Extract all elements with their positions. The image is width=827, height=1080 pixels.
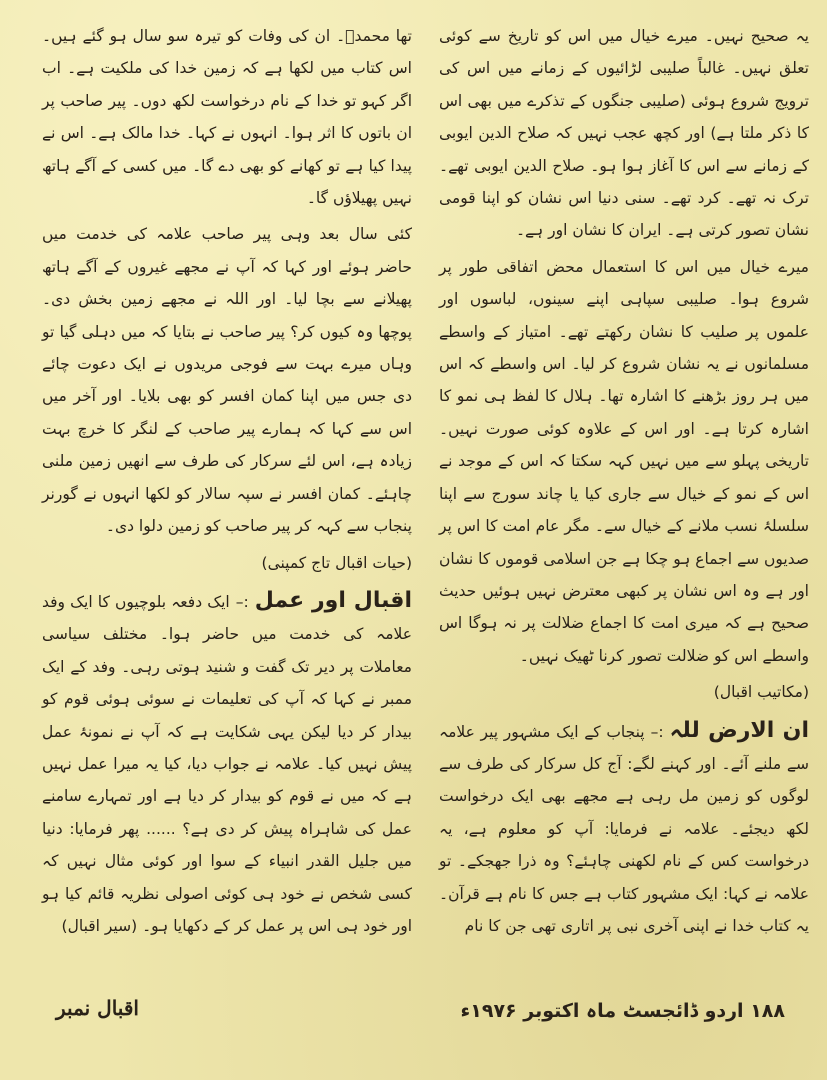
right-paragraph-2: میرے خیال میں اس کا استعمال محض اتفاقی طور پر شروع ہوا۔ صلیبی سپاہی اپنے سینوں، لباسوں اور علموں پر صلیب کا نشان رکھتے تھے۔ امتیاز کے واسطے مسلمانوں نے یہ نشان شروع کر لیا۔ اس واسطے کہ اس میں ہر روز بڑھنے کا اشارہ تھا۔ ہلال کا لفظ ہی نمو کا اشارہ کرتا ہے۔ اور اس کے علاوہ کوئی صورت نہیں۔ تاریخی پہلو سے میں نہیں کہہ سکتا کہ اس کے موجد نے اس کے نمو کے خیال سے جاری کیا یا چاند سورج سے اپنا سلسلۂ نسب ملانے کے خیال سے۔ مگر عام امت کا اس پر صدیوں سے اجماع ہو چکا ہے جن اسلامی قوموں کا نشان اور ہے وہ اس نشان پر کبھی معترض نہیں ہوئیں حدیث صحیح ہے کہ میری امت کا اجماع ضلالت پر نہ ہوگا اس واسطے اس کو ضلالت تصور کرنا ٹھیک نہیں۔ <box>439 257 809 665</box>
right-paragraph-3: پنجاب کے ایک مشہور پیر علامہ سے ملنے آئے۔ اور کہنے لگے: آج کل سرکار کی طرف سے لوگوں کو زمین مل رہی ہے مجھے بھی ایک درخواست لکھ دیجئے۔ علامہ نے فرمایا: آپ کو معلوم ہے، یہ درخواست کس کے نام لکھنی چاہئے؟ وہ ذرا جھجکے۔ تو علامہ نے کہا: ایک مشہور کتاب ہے جس کا نام ہے قرآن۔ یہ کتاب خدا نے اپنی آخری نبی پر اتاری تھی جن کا نام <box>439 722 809 935</box>
left-paragraph-3: ایک دفعہ بلوچیوں کا ایک وفد علامہ کی خدمت میں حاضر ہوا۔ مختلف سیاسی معاملات پر دیر تک گفت و شنید ہوتی رہی۔ وفد کے ایک ممبر نے کہا کہ آپ کی تعلیمات نے سوئی ہوئی قوم کو بیدار کر دیا لیکن یہی شکایت ہے کہ آپ نے نمونۂ عمل پیش نہیں کیا۔ علامہ نے جواب دیا، کیا یہ میرا عمل نہیں ہے کہ میں نے قوم کو بیدار کر دیا ہے اور تمہارے سامنے عمل کی شاہراہ پیش کر دی ہے؟ ...... پھر فرمایا: دنیا میں جلیل القدر انبیاء کے سوا اور کوئی مثال نہیں کہ کسی شخص نے خود ہی کوئی اصولی نظریہ قائم کیا ہو اور خود ہی اس پر عمل کر کے دکھایا ہو۔ <box>42 592 412 935</box>
left-paragraph-2: کئی سال بعد وہی پیر صاحب علامہ کی خدمت میں حاضر ہوئے اور کہا کہ آپ نے مجھے غیروں کے آگے ہاتھ پھیلانے سے بچا لیا۔ اور اللہ نے مجھے زمین بخش دی۔ پوچھا وہ کیوں کر؟ پیر صاحب نے بتایا کہ میں دہلی گیا تو وہاں میرے بہت سے فوجی مریدوں نے ایک دعوت چائے دی جس میں اپنا کمان افسر کو بھی بلایا۔ اور آخر میں اس سے کہا کہ ہمارے پیر صاحب کے لنگر کا خرچ بہت زیادہ ہے، اس لئے سرکار کی طرف سے انھیں زمین ملنی چاہئے۔ کمان افسر نے سپہ سالار کو لکھا انہوں نے گورنر پنجاب سے کہہ کر پیر صاحب کو زمین دلوا دی۔ <box>42 225 412 536</box>
source-attribution-hayat: (حیات اقبال تاج کمپنی) <box>261 553 412 572</box>
section-heading-iqbal-aur-amal: اقبال اور عمل <box>254 587 413 613</box>
left-paragraph-1: تھا محمدؐ۔ ان کی وفات کو تیرہ سو سال ہو گئے ہیں۔ اس کتاب میں لکھا ہے کہ زمین خدا کی ملکیت ہے۔ اب اگر کہو تو خدا کے نام درخواست لکھ دوں۔ پیر صاحب پر ان باتوں کا اثر ہوا۔ انہوں نے کہا۔ خدا مالک ہے۔ اس نے پیدا کیا ہے تو کھانے کو بھی دے گا۔ میں کسی کے آگے ہاتھ نہیں پھیلاؤں گا۔ <box>42 27 412 208</box>
section-iqbal-aur-amal <box>42 585 412 942</box>
right-column <box>439 20 809 942</box>
source-attribution-seer: (سیر اقبال) <box>61 916 138 935</box>
left-column <box>42 20 412 942</box>
heading-dash-2: :– <box>235 592 249 611</box>
page-footer-info: ۱۸۸ اردو ڈائجسٹ ماہ اکتوبر ۱۹۷۶ء <box>460 1000 785 1022</box>
heading-dash: :– <box>650 722 664 741</box>
source-attribution-makatib: (مکاتیب اقبال) <box>713 683 809 702</box>
section-ان-الارض <box>439 715 809 943</box>
right-paragraph-1: یہ صحیح نہیں۔ میرے خیال میں اس کو تاریخ سے کوئی تعلق نہیں۔ غالباً صلیبی لڑائیوں کے زمانے میں اس کی ترویج شروع ہوئی (صلیبی جنگوں کے تذکرے میں بھی اس کا ذکر ملتا ہے) اور کچھ عجب نہیں کہ صلاح الدین ایوبی کے زمانے سے اس کا آغاز ہوا ہو۔ صلاح الدین ایوبی تھے۔ ترک نہ تھے۔ کرد تھے۔ سنی دنیا اس نشان کو اپنا قومی نشان تصور کرتی ہے۔ ایران کا نشان اور ہے۔ <box>439 27 809 240</box>
section-heading-inal-arz: ان الارض للہ <box>669 717 809 743</box>
issue-label: اقبال نمبر <box>56 996 139 1020</box>
